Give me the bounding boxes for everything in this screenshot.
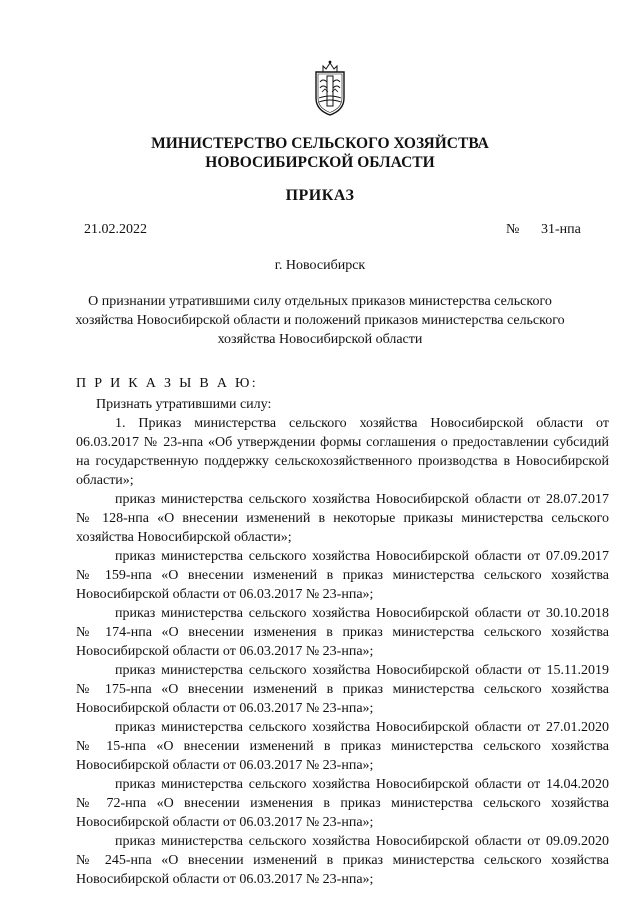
- ministry-line-1: МИНИСТЕРСТВО СЕЛЬСКОГО ХОЗЯЙСТВА: [151, 135, 489, 152]
- paragraph: приказ министерства сельского хозяйства Новосибирской области от 07.09.2017 № 159-нпа «О внесении изменений в приказ министерства сельского хозяйства Новосибирской области от 06.03.2017 № 23-нпа»;: [76, 549, 609, 602]
- paragraph: приказ министерства сельского хозяйства Новосибирской области от 15.11.2019 № 175-нпа «О внесении изменений в приказ министерства сельского хозяйства Новосибирской области от 06.03.2017 № 23-нпа»;: [76, 663, 609, 716]
- paragraph: приказ министерства сельского хозяйства Новосибирской области от 30.10.2018 № 174-нпа «О внесении изменения в приказ министерства сельского хозяйства Новосибирской области от 06.03.2017 № 23-нпа»;: [76, 606, 609, 659]
- paragraph: приказ министерства сельского хозяйства Новосибирской области от 09.09.2020 № 245-нпа «О внесении изменений в приказ министерства сельского хозяйства Новосибирской области от 06.03.2017 № 23-нпа»;: [76, 834, 609, 887]
- document-subject: О признании утратившими силу отдельных приказов министерства сельского хозяйства Новосибирской области и положений приказов министерства сельского хозяйства Новосибирской области: [75, 294, 565, 347]
- paragraph: 1. Приказ министерства сельского хозяйства Новосибирской области от 06.03.2017 № 23-нпа «Об утверждении формы соглашения о предоставлении субсидий на государственную поддержку сельскохозяйственного производства в Новосибирской области»;: [76, 416, 609, 488]
- order-word: П Р И К А З Ы В А Ю:: [76, 376, 258, 391]
- ministry-name: [0, 134, 640, 172]
- document-body: [76, 395, 609, 889]
- document-type: ПРИКАЗ: [285, 187, 355, 204]
- document-number: 31-нпа: [541, 222, 581, 237]
- number-label: №: [506, 222, 520, 237]
- ministry-line-2: НОВОСИБИРСКОЙ ОБЛАСТИ: [205, 154, 435, 171]
- paragraph: приказ министерства сельского хозяйства Новосибирской области от 14.04.2020 № 72-нпа «О внесении изменения в приказ министерства сельского хозяйства Новосибирской области от 06.03.2017 № 23-нпа»;: [76, 777, 609, 830]
- intro-text: Признать утратившими силу:: [96, 397, 272, 412]
- paragraph: приказ министерства сельского хозяйства Новосибирской области от 28.07.2017 № 128-нпа «О внесении изменений в некоторые приказы министерства сельского хозяйства Новосибирской области»;: [76, 492, 609, 545]
- paragraph: приказ министерства сельского хозяйства Новосибирской области от 27.01.2020 № 15-нпа «О внесении изменений в приказ министерства сельского хозяйства Новосибирской области от 06.03.2017 № 23-нпа»;: [76, 720, 609, 773]
- coat-of-arms-icon: [313, 58, 347, 118]
- document-city: г. Новосибирск: [274, 258, 366, 273]
- document-date: 21.02.2022: [84, 222, 147, 237]
